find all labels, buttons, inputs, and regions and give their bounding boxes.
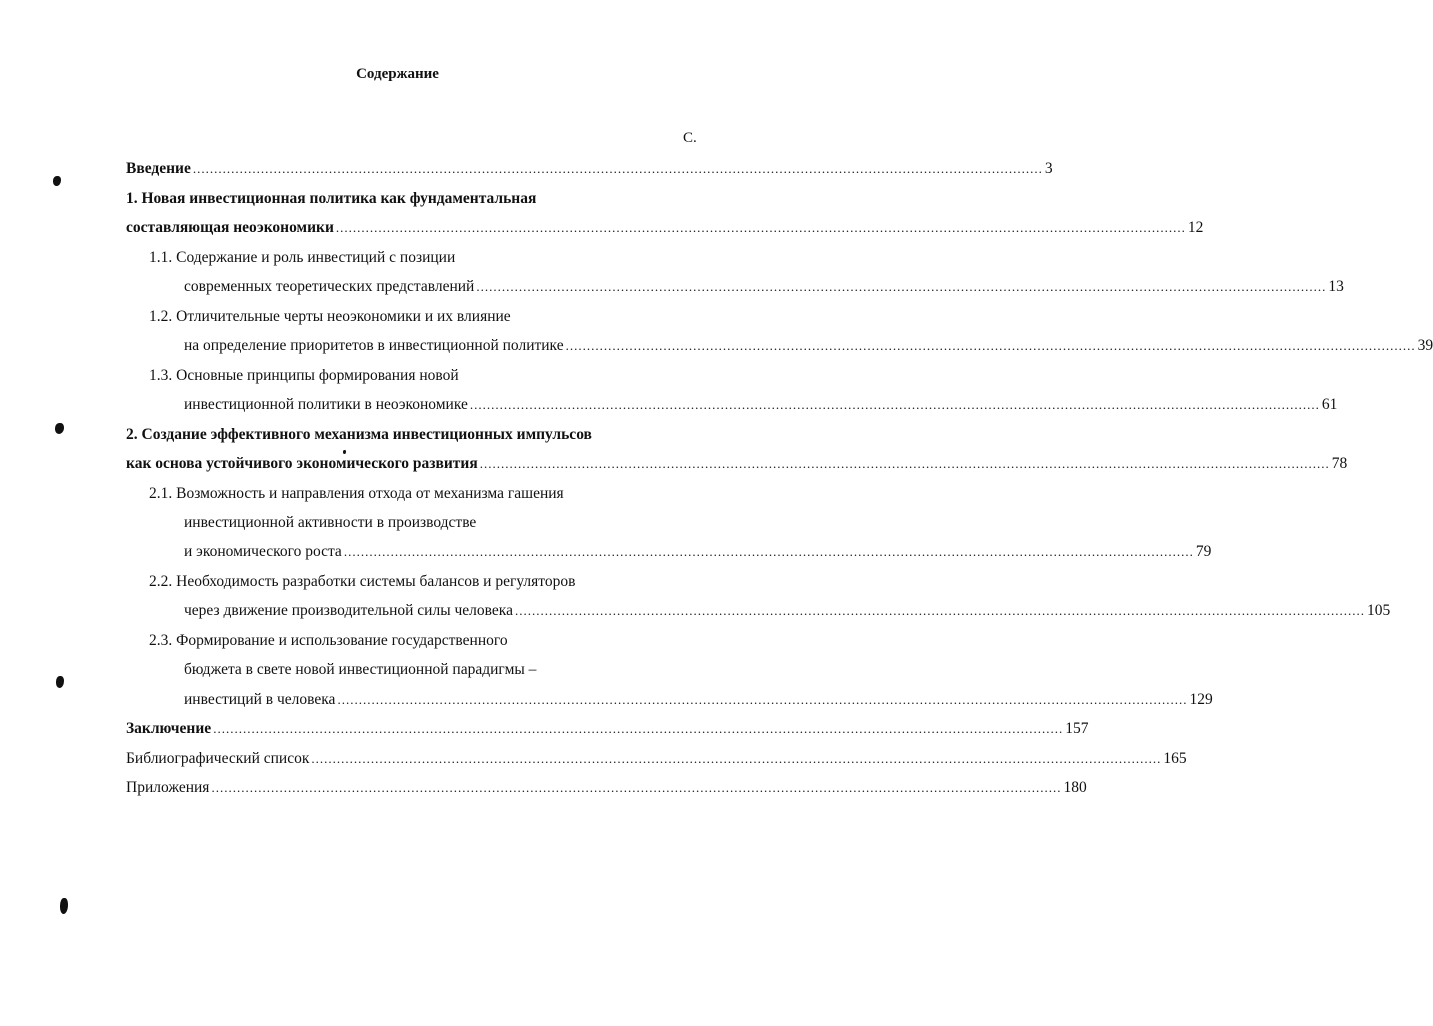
toc-entry-text: современных теоретических представлений — [184, 278, 475, 295]
dot-leader: ........................................................................................................................................................................................................ — [476, 279, 1327, 294]
toc-section-1-3-line-1: 1.3. Основные принципы формирования новой — [149, 367, 459, 384]
toc-entry-text: как основа устойчивого экономического развития — [126, 455, 478, 472]
toc-entry-intro — [126, 160, 1053, 182]
toc-section-2-1-line-1: 2.1. Возможность и направления отхода от механизма гашения — [149, 485, 564, 502]
toc-entry-section-1-2 — [184, 337, 1433, 359]
toc-entry-text: Приложения — [126, 779, 210, 796]
scan-mark — [343, 450, 346, 454]
toc-entry-text: на определение приоритетов в инвестиционной политике — [184, 337, 564, 354]
toc-entry-text: инвестиционной политики в неоэкономике — [184, 396, 468, 413]
toc-page-number: 105 — [1366, 602, 1391, 619]
toc-entry-section-1-1 — [184, 278, 1344, 300]
dot-leader: ........................................................................................................................................................................................................ — [192, 161, 1043, 176]
scan-mark — [60, 898, 68, 914]
toc-section-2-2-line-1: 2.2. Необходимость разработки системы балансов и регуляторов — [149, 573, 576, 590]
toc-page-number: 180 — [1063, 779, 1087, 796]
toc-entry-text: Заключение — [126, 720, 212, 737]
toc-entry-chapter-2 — [126, 455, 1348, 477]
dot-leader: ........................................................................................................................................................................................................ — [343, 544, 1194, 559]
toc-section-2-3-line-1: 2.3. Формирование и использование государственного — [149, 632, 508, 649]
dot-leader: ........................................................................................................................................................................................................ — [479, 456, 1330, 471]
toc-page-number: 79 — [1195, 543, 1212, 560]
dot-leader: ........................................................................................................................................................................................................ — [514, 603, 1365, 618]
toc-chapter-1-line-1: 1. Новая инвестиционная политика как фундаментальная — [126, 190, 537, 207]
toc-entry-section-2-3 — [184, 691, 1213, 713]
toc-entry-text: Введение — [126, 160, 191, 177]
dot-leader: ........................................................................................................................................................................................................ — [211, 780, 1062, 795]
toc-entry-text: инвестиций в человека — [184, 691, 336, 708]
toc-entry-section-2-2 — [184, 602, 1391, 624]
toc-page-number: 129 — [1189, 691, 1213, 708]
toc-page-number: 165 — [1163, 750, 1187, 767]
toc-section-1-1-line-1: 1.1. Содержание и роль инвестиций с позиции — [149, 249, 456, 266]
toc-page-number: 78 — [1331, 455, 1348, 472]
toc-section-2-1-line-2: инвестиционной активности в производстве — [184, 514, 477, 531]
page-title: Содержание — [356, 66, 439, 82]
dot-leader: ........................................................................................................................................................................................................ — [213, 721, 1064, 736]
page-column-label: С. — [683, 130, 697, 146]
toc-chapter-2-line-1: 2. Создание эффективного механизма инвестиционных импульсов — [126, 426, 592, 443]
toc-page-number: 12 — [1187, 219, 1204, 236]
dot-leader: ........................................................................................................................................................................................................ — [469, 397, 1320, 412]
toc-entry-text: Библиографический список — [126, 750, 310, 767]
toc-page-number: 157 — [1065, 720, 1089, 737]
dot-leader: ........................................................................................................................................................................................................ — [311, 751, 1162, 766]
toc-entry-section-2-1 — [184, 543, 1212, 565]
toc-page-number: 61 — [1321, 396, 1338, 413]
dot-leader: ........................................................................................................................................................................................................ — [335, 220, 1186, 235]
toc-entry-text: через движение производительной силы человека — [184, 602, 513, 619]
toc-page-number: 13 — [1328, 278, 1344, 295]
toc-entry-text: и экономического роста — [184, 543, 342, 560]
scan-mark — [55, 423, 64, 434]
dot-leader: ........................................................................................................................................................................................................ — [337, 692, 1188, 707]
toc-entry-bibliography — [126, 750, 1187, 772]
toc-page-number: 3 — [1044, 160, 1053, 177]
toc-entry-section-1-3 — [184, 396, 1338, 418]
toc-section-2-3-line-2: бюджета в свете новой инвестиционной парадигмы – — [184, 661, 537, 678]
scan-mark — [56, 676, 64, 688]
toc-page-number: 39 — [1417, 337, 1433, 354]
toc-entry-chapter-1 — [126, 219, 1204, 241]
dot-leader: ........................................................................................................................................................................................................ — [565, 338, 1416, 353]
scan-mark — [53, 176, 61, 186]
toc-entry-conclusion — [126, 720, 1089, 742]
toc-entry-text: составляющая неоэкономики — [126, 219, 334, 236]
toc-entry-appendix — [126, 779, 1087, 801]
toc-section-1-2-line-1: 1.2. Отличительные черты неоэкономики и их влияние — [149, 308, 511, 325]
